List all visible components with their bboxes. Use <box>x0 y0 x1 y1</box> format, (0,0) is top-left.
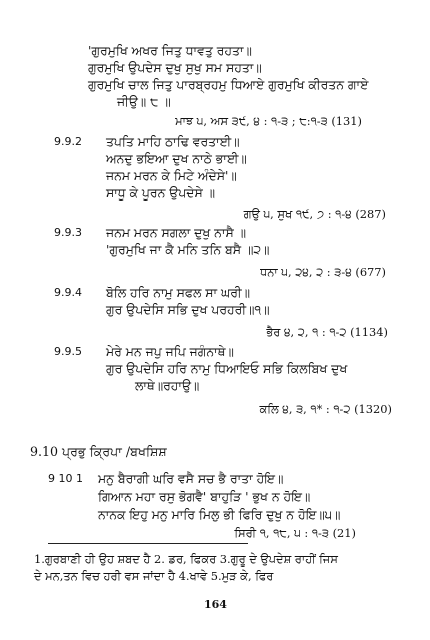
verse-line: ਗੁਰਮੁਖਿ ਚਾਲ ਜਿਤੁ ਪਾਰਬ੍ਰਹਮੁ ਧਿਆਏ ਗੁਰਮੁਖਿ ਕੀਰਤਨ ਗਾਏ <box>88 77 369 92</box>
verse-line: ਜਨਮ ਮਰਨ ਸਗਲਾ ਦੁਖੁ ਨਾਸੈ ॥ <box>106 225 247 240</box>
section-number: 9.9.5 <box>54 345 82 358</box>
section-number: 9.9.4 <box>54 286 82 299</box>
scripture-reference: ਮਾਝ ੫, ਅਸ ੩੯, ੪ : ੧-੩ ; ੮:੧-੩ (131) <box>175 114 362 128</box>
scripture-reference: ਧਨਾ ੫, ੨੪, ੨ : ੩-੪ (677) <box>260 265 386 279</box>
verse-line: ਬੋਲਿ ਹਰਿ ਨਾਮੁ ਸਫਲ ਸਾ ਘਰੀ॥ <box>106 285 251 300</box>
section-number: 9.9.2 <box>54 135 82 148</box>
scripture-reference: ਕਲਿ ੪, ੩, ੧* : ੧-੨ (1320) <box>259 402 392 416</box>
scripture-reference: ਗਉ ੫, ਸੁਖ ੧੯, ੭ : ੧-੪ (287) <box>243 207 386 221</box>
verse-line: ਸਾਧੂ ਕੇ ਪੂਰਨ ਉਪਦੇਸੇ ॥ <box>106 185 215 200</box>
scripture-reference: ਸਿਰੀ ੧, ੧੮, ੫ : ੧-੩ (21) <box>234 526 356 540</box>
verse-line: ਅਨਦੁ ਭਇਆ ਦੁਖ ਨਾਠੇ ਭਾਈ॥ <box>106 151 247 166</box>
page-number: 164 <box>204 598 227 611</box>
section-number: 9.9.3 <box>54 226 82 239</box>
footnote-line: ਦੇ ਮਨ,ਤਨ ਵਿਚ ਹਰੀ ਵਸ ਜਾਂਦਾ ਹੈ 4.ਖਾਵੇ 5.ਮੁੜ ਕੇ, ਫਿਰ <box>34 569 274 583</box>
scripture-reference: ਭੈਰ ੪, ੨, ੧ : ੧-੨ (1134) <box>266 325 388 339</box>
section-heading: 9.10 ਪ੍ਰਭੁ ਕ੍ਰਿਪਾ /ਬਖਸ਼ਿਸ਼ <box>30 444 167 459</box>
section-number: 9 10 1 <box>48 472 83 485</box>
verse-line: 'ਗੁਰਮੁਖਿ ਜਾ ਕੈ ਮਨਿ ਤਨਿ ਬਸੈ ॥੨॥ <box>106 242 270 257</box>
verse-line: ਤਪਤਿ ਮਾਹਿ ਠਾਢਿ ਵਰਤਾਈ॥ <box>106 134 240 149</box>
verse-line: ਮੇਰੇ ਮਨ ਜਪੁ ਜਪਿ ਜਗੰਨਾਥੇ॥ <box>106 344 234 359</box>
verse-line: 'ਗੁਰਮੁਖਿ ਅਖਰ ਜਿਤੁ ਧਾਵਤੁ ਰਹਤਾ॥ <box>88 43 252 58</box>
verse-line: ਗੁਰਮੁਖਿ ਉਪਦੇਸ ਦੁਖੁ ਸੁਖੁ ਸਮ ਸਹਤਾ॥ <box>88 60 262 75</box>
verse-line: ਮਨੁ ਬੈਰਾਗੀ ਘਰਿ ਵਸੈ ਸਚ ਭੈ ਰਾਤਾ ਹੋਇ॥ <box>98 471 284 486</box>
verse-line: ਜੀਉ॥ ੮ ॥ <box>117 94 171 109</box>
verse-line: ਗੁਰ ਉਪਦੇਸਿ ਸਭਿ ਦੁਖ ਪਰਹਰੀ॥੧॥ <box>106 302 270 317</box>
verse-line: ਜਨਮ ਮਰਨ ਕੇ ਮਿਟੇ ਅੰਦੇਸੇ'॥ <box>106 168 237 183</box>
verse-line: ਗੁਰ ਉਪਦੇਸਿ ਹਰਿ ਨਾਮੁ ਧਿਆਇਓ ਸਭਿ ਕਿਲਬਿਖ ਦੁਖ <box>106 361 348 376</box>
footnote-divider <box>48 543 248 544</box>
verse-line: ਗਿਆਨ ਮਹਾ ਰਸੁ ਭੋਗਵੈ' ਬਾਹੁੜਿ ' ਭੁਖ ਨ ਹੋਇ॥ <box>98 489 311 504</box>
verse-line: ਨਾਨਕ ਇਹੁ ਮਨੁ ਮਾਰਿ ਮਿਲੁ ਭੀ ਫਿਰਿ ਦੁਖੁ ਨ ਹੋਇ॥੫॥ <box>98 507 341 522</box>
footnote-line: 1.ਗੁਰਬਾਣੀ ਹੀ ਉਹ ਸ਼ਬਦ ਹੈ 2. ਡਰ, ਫਿਕਰ 3.ਗੁਰੂ ਦੇ ਉਪਦੇਸ਼ ਰਾਹੀਂ ਜਿਸ <box>34 552 338 566</box>
verse-line: ਲਾਥੇ॥ਰਹਾਉ॥ <box>135 378 200 393</box>
